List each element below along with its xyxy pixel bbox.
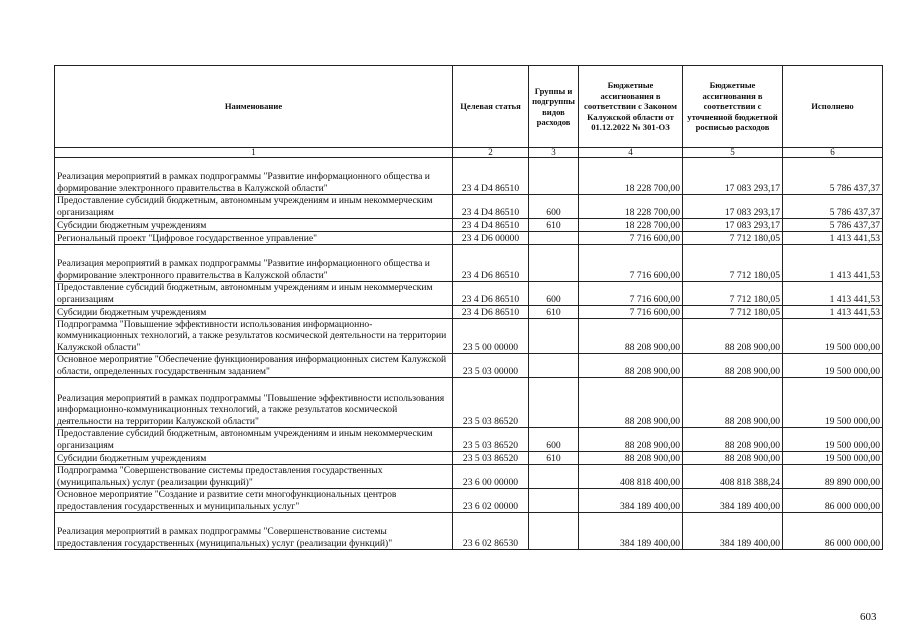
table-row	[55, 245, 883, 282]
row-target-article: 23 5 03 86520	[453, 428, 529, 452]
row-executed-amount: 86 000 000,00	[783, 513, 883, 550]
row-target-article: 23 4 D4 86510	[453, 158, 529, 195]
row-refined-amount: 17 083 293,17	[683, 158, 783, 195]
row-target-article: 23 4 D6 86510	[453, 245, 529, 282]
budget-table	[54, 65, 883, 550]
row-refined-amount: 384 189 400,00	[683, 513, 783, 550]
header-refined-allocations: Бюджетные ассигнования в соответствии с уточненной бюджетной росписью расходов	[683, 66, 783, 148]
header-expense-groups: Группы и подгруппы видов расходов	[529, 66, 579, 148]
table-row	[55, 378, 883, 428]
row-executed-amount: 19 500 000,00	[783, 319, 883, 354]
row-expense-group	[529, 489, 579, 513]
row-expense-group: 600	[529, 195, 579, 219]
row-expense-group: 610	[529, 452, 579, 465]
row-refined-amount: 17 083 293,17	[683, 195, 783, 219]
row-law-amount: 7 716 600,00	[579, 232, 683, 245]
row-executed-amount: 5 786 437,37	[783, 195, 883, 219]
row-law-amount: 88 208 900,00	[579, 319, 683, 354]
row-executed-amount: 19 500 000,00	[783, 378, 883, 428]
table-row	[55, 306, 883, 319]
row-name: Основное мероприятие "Обеспечение функционирования информационных систем Калужской области, определенных государственным заданием"	[55, 354, 453, 378]
header-law-allocations: Бюджетные ассигнования в соответствии с Законом Калужской области от 01.12.2022 № 301-ОЗ	[579, 66, 683, 148]
table-row	[55, 489, 883, 513]
table-row	[55, 452, 883, 465]
row-law-amount: 18 228 700,00	[579, 195, 683, 219]
row-refined-amount: 88 208 900,00	[683, 319, 783, 354]
row-refined-amount: 88 208 900,00	[683, 354, 783, 378]
row-name: Реализация мероприятий в рамках подпрограммы "Развитие информационного общества и формирование электронного правительства в Калужской области"	[55, 245, 453, 282]
row-executed-amount: 86 000 000,00	[783, 489, 883, 513]
header-row	[55, 66, 883, 148]
row-executed-amount: 19 500 000,00	[783, 354, 883, 378]
row-executed-amount: 89 890 000,00	[783, 465, 883, 489]
row-expense-group: 600	[529, 428, 579, 452]
row-target-article: 23 5 03 86520	[453, 452, 529, 465]
row-name: Региональный проект "Цифровое государственное управление"	[55, 232, 453, 245]
row-expense-group: 610	[529, 219, 579, 232]
row-executed-amount: 1 413 441,53	[783, 245, 883, 282]
header-executed: Исполнено	[783, 66, 883, 148]
row-executed-amount: 1 413 441,53	[783, 232, 883, 245]
row-name: Подпрограмма "Повышение эффективности использования информационно-коммуникационных технологий, а также результатов космической деятельности на территории Калужской области"	[55, 319, 453, 354]
row-target-article: 23 5 03 86520	[453, 378, 529, 428]
row-refined-amount: 17 083 293,17	[683, 219, 783, 232]
row-law-amount: 7 716 600,00	[579, 306, 683, 319]
header-name: Наименование	[55, 66, 453, 148]
column-number: 3	[529, 148, 579, 158]
row-target-article: 23 6 02 86530	[453, 513, 529, 550]
row-refined-amount: 384 189 400,00	[683, 489, 783, 513]
column-number: 1	[55, 148, 453, 158]
row-expense-group: 600	[529, 282, 579, 306]
table-row	[55, 428, 883, 452]
column-number: 4	[579, 148, 683, 158]
row-target-article: 23 5 03 00000	[453, 354, 529, 378]
row-refined-amount: 88 208 900,00	[683, 428, 783, 452]
row-target-article: 23 4 D4 86510	[453, 219, 529, 232]
table-row	[55, 319, 883, 354]
row-law-amount: 384 189 400,00	[579, 513, 683, 550]
row-expense-group	[529, 158, 579, 195]
row-refined-amount: 7 712 180,05	[683, 306, 783, 319]
row-law-amount: 88 208 900,00	[579, 354, 683, 378]
row-expense-group	[529, 465, 579, 489]
row-law-amount: 18 228 700,00	[579, 219, 683, 232]
row-target-article: 23 4 D6 86510	[453, 282, 529, 306]
row-expense-group	[529, 513, 579, 550]
table-row	[55, 282, 883, 306]
row-executed-amount: 5 786 437,37	[783, 219, 883, 232]
table-row	[55, 195, 883, 219]
row-law-amount: 88 208 900,00	[579, 378, 683, 428]
row-name: Субсидии бюджетным учреждениям	[55, 452, 453, 465]
row-target-article: 23 5 00 00000	[453, 319, 529, 354]
row-executed-amount: 19 500 000,00	[783, 452, 883, 465]
row-name: Реализация мероприятий в рамках подпрограммы "Совершенствование системы предоставления государственных (муниципальных) услуг (реализации функций)"	[55, 513, 453, 550]
row-name: Реализация мероприятий в рамках подпрограммы "Развитие информационного общества и формирование электронного правительства в Калужской области"	[55, 158, 453, 195]
table-row	[55, 465, 883, 489]
row-expense-group: 610	[529, 306, 579, 319]
row-target-article: 23 4 D4 86510	[453, 195, 529, 219]
row-name: Подпрограмма "Совершенствование системы предоставления государственных (муниципальных) услуг (реализации функций)"	[55, 465, 453, 489]
column-number: 5	[683, 148, 783, 158]
row-name: Предоставление субсидий бюджетным, автономным учреждениям и иным некоммерческим организациям	[55, 282, 453, 306]
row-target-article: 23 6 00 00000	[453, 465, 529, 489]
page-number: 603	[860, 611, 877, 623]
row-law-amount: 88 208 900,00	[579, 428, 683, 452]
row-name: Субсидии бюджетным учреждениям	[55, 306, 453, 319]
row-expense-group	[529, 245, 579, 282]
table-row	[55, 219, 883, 232]
row-refined-amount: 7 712 180,05	[683, 232, 783, 245]
table-row	[55, 232, 883, 245]
table-row	[55, 513, 883, 550]
row-law-amount: 18 228 700,00	[579, 158, 683, 195]
header-target-article: Целевая статья	[453, 66, 529, 148]
row-target-article: 23 6 02 00000	[453, 489, 529, 513]
row-expense-group	[529, 319, 579, 354]
row-executed-amount: 19 500 000,00	[783, 428, 883, 452]
row-name: Реализация мероприятий в рамках подпрограммы "Повышение эффективности использования информационно-коммуникационных технологий, а также результатов космической деятельности на территории Калужской области"	[55, 378, 453, 428]
row-name: Предоставление субсидий бюджетным, автономным учреждениям и иным некоммерческим организациям	[55, 195, 453, 219]
column-number: 6	[783, 148, 883, 158]
table-row	[55, 158, 883, 195]
row-law-amount: 7 716 600,00	[579, 245, 683, 282]
row-refined-amount: 88 208 900,00	[683, 378, 783, 428]
row-refined-amount: 88 208 900,00	[683, 452, 783, 465]
table-row	[55, 354, 883, 378]
column-number: 2	[453, 148, 529, 158]
row-executed-amount: 5 786 437,37	[783, 158, 883, 195]
row-executed-amount: 1 413 441,53	[783, 282, 883, 306]
row-law-amount: 7 716 600,00	[579, 282, 683, 306]
row-name: Предоставление субсидий бюджетным, автономным учреждениям и иным некоммерческим организациям	[55, 428, 453, 452]
row-expense-group	[529, 354, 579, 378]
row-expense-group	[529, 378, 579, 428]
row-executed-amount: 1 413 441,53	[783, 306, 883, 319]
row-law-amount: 384 189 400,00	[579, 489, 683, 513]
row-law-amount: 88 208 900,00	[579, 452, 683, 465]
row-refined-amount: 408 818 388,24	[683, 465, 783, 489]
row-name: Субсидии бюджетным учреждениям	[55, 219, 453, 232]
row-refined-amount: 7 712 180,05	[683, 245, 783, 282]
row-refined-amount: 7 712 180,05	[683, 282, 783, 306]
row-name: Основное мероприятие "Создание и развитие сети многофункциональных центров предоставления государственных и муниципальных услуг"	[55, 489, 453, 513]
row-target-article: 23 4 D6 86510	[453, 306, 529, 319]
row-law-amount: 408 818 400,00	[579, 465, 683, 489]
column-number-row	[55, 148, 883, 158]
row-target-article: 23 4 D6 00000	[453, 232, 529, 245]
row-expense-group	[529, 232, 579, 245]
